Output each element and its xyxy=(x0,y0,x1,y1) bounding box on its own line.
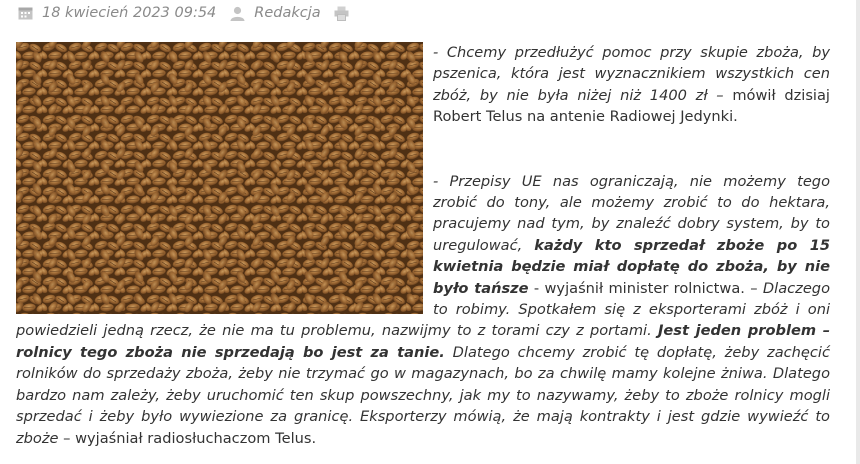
attribution-text: - wyjaśnił minister rolnictwa. – xyxy=(528,279,763,297)
right-edge-divider xyxy=(856,0,860,464)
user-icon xyxy=(228,4,246,22)
quote-text: Dlaczego to robimy. Spotkałem się z eksporterami zbóż i oni powiedzieli jedną rzecz, że nie ma tu problemu, nazwijmy to z torami czy z portami. xyxy=(16,279,830,340)
quote-text: - Chcemy przedłużyć pomoc przy skupie zboża, by pszenica, która jest wyznacznikiem wszystkich cen zbóż, by nie była niżej niż 1400 zł – xyxy=(433,44,830,104)
attribution-text: – wyjaśniał radiosłuchaczom Telus. xyxy=(58,429,317,447)
bold-quote-text: Jest jeden problem – rolnicy tego zboża nie sprzedają bo jest za tanie. xyxy=(16,322,830,361)
calendar-icon xyxy=(16,4,34,22)
quote-text: - Przepisy UE nas ograniczają, nie możemy tego zrobić do tony, ale możemy zrobić to do hektara, pracujemy nad tym, by znaleźć dobry system, by to uregulować, xyxy=(433,172,830,254)
publish-date: 18 kwiecień 2023 09:54 xyxy=(42,5,217,21)
attribution-text: mówił dzisiaj Robert Telus na antenie Radiowej Jedynki. xyxy=(433,86,830,126)
bold-quote-text: każdy kto sprzedał zboże po 15 kwietnia będzie miał dopłatę do zboża, by nie było tańsze xyxy=(433,236,830,297)
printer-icon[interactable] xyxy=(333,4,351,22)
quote-text: Dlatego chcemy zrobić tę dopłatę, żeby zachęcić rolników do sprzedaży zboża, żeby nie trzymać go w magazynach, bo za chwilę mamy kolejne żniwa. Dlatego bardzo nam zależy, żeby uruchomić ten skup powszechny, jak my to nazywamy, żeby to zboże rolnicy mogli sprzedać i żeby było wywiezione za granicę. Eksporterzy mówią, że mają kontrakty i jest gdzie wywieźć to zboże xyxy=(16,343,830,447)
wheat-grain-image xyxy=(16,42,423,314)
article-body xyxy=(16,42,830,449)
author-name[interactable]: Redakcja xyxy=(254,5,321,21)
article-meta xyxy=(16,2,359,24)
